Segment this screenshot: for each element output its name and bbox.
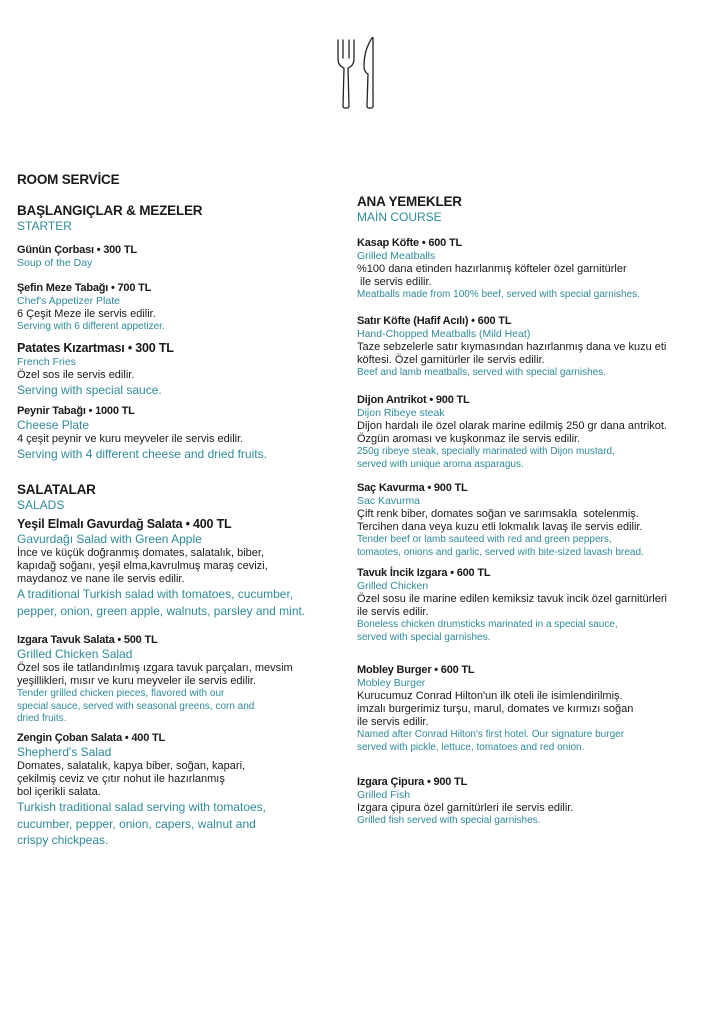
item-name: Saç Kavurma • 900 TL bbox=[357, 482, 468, 494]
item-name: Şefin Meze Tabağı • 700 TL bbox=[17, 282, 152, 294]
menu-item bbox=[357, 775, 573, 828]
item-english-name: Sac Kavurma bbox=[357, 495, 421, 507]
item-name: Patates Kızartması • 300 TL bbox=[17, 341, 174, 355]
item-name: Zengin Çoban Salata • 400 TL bbox=[17, 732, 166, 744]
menu-item bbox=[357, 236, 640, 302]
starters-header bbox=[17, 202, 202, 234]
item-description-tr: Özel sosu ile marine edilen kemiksiz tavuk incik özel garnitürleri ile servis edilir. bbox=[357, 593, 667, 618]
item-english-name: Dijon Ribeye steak bbox=[357, 407, 445, 419]
section-subtitle: SALADS bbox=[17, 498, 65, 512]
item-name: Günün Çorbası • 300 TL bbox=[17, 244, 137, 256]
item-description-en: Boneless chicken drumsticks marinated in a special sauce, served with special garnishes. bbox=[357, 619, 618, 643]
menu-item bbox=[17, 243, 137, 270]
menu-item bbox=[357, 393, 667, 471]
menu-item bbox=[357, 314, 666, 380]
item-name: Yeşil Elmalı Gavurdağ Salata • 400 TL bbox=[17, 517, 232, 531]
item-description-tr: Kurucumuz Conrad Hilton'un ilk oteli ile isimlendirilmiş. imzalı burgerimiz turşu, marul, domates ve kırmızı soğan ile servis edilir. bbox=[357, 690, 634, 728]
item-description-en: Serving with special sauce. bbox=[17, 383, 162, 397]
item-english-name: Hand-Chopped Meatballs (Mild Heat) bbox=[357, 328, 531, 340]
item-english-name: Gavurdağı Salad with Green Apple bbox=[17, 532, 202, 546]
menu-item bbox=[17, 340, 174, 399]
item-english-name: Cheese Plate bbox=[17, 418, 90, 432]
menu-item bbox=[357, 481, 644, 559]
item-description-tr: Özel sos ile tatlandırılmış ızgara tavuk parçaları, mevsim yeşillikleri, mısır ve kuru meyveler ile servis edilir. bbox=[17, 662, 293, 687]
item-name: Dijon Antrikot • 900 TL bbox=[357, 394, 470, 406]
item-english-name: Grilled Meatballs bbox=[357, 250, 436, 262]
item-description-tr: %100 dana etinden hazırlanmış köfteler özel garnitürler ile servis edilir. bbox=[357, 263, 627, 288]
section-subtitle: STARTER bbox=[17, 219, 72, 233]
page-title: ROOM SERVİCE bbox=[17, 172, 120, 187]
item-name: Izgara Tavuk Salata • 500 TL bbox=[17, 634, 158, 646]
item-english-name: Grilled Fish bbox=[357, 789, 411, 801]
menu-item bbox=[17, 281, 165, 334]
item-description-en: Tender beef or lamb sauteed with red and green peppers, tomaotes, onions and garlic, served with bite-sized lavash bread. bbox=[357, 534, 644, 558]
menu-item bbox=[357, 566, 667, 644]
item-english-name: Chef's Appetizer Plate bbox=[17, 295, 120, 307]
item-name: Satır Köfte (Hafif Acılı) • 600 TL bbox=[357, 315, 512, 327]
item-name: Izgara Çipura • 900 TL bbox=[357, 776, 468, 788]
menu-item bbox=[357, 663, 633, 754]
item-description-tr: İnce ve küçük doğranmış domates, salatalık, biber, kapıdağ soğanı, yeşil elma,kavrulmuş maraş cevizi, maydanoz ve nane ile servis edilir. bbox=[17, 547, 268, 585]
mains-header bbox=[357, 193, 462, 225]
item-english-name: French Fries bbox=[17, 356, 76, 368]
item-description-en: Serving with 4 different cheese and dried fruits. bbox=[17, 447, 267, 461]
item-english-name: Shepherd's Salad bbox=[17, 745, 112, 759]
fork-knife-icon bbox=[336, 36, 380, 110]
item-description-en: 250g ribeye steak, specially marinated with Dijon mustard, served with unique aroma asparagus. bbox=[357, 446, 615, 470]
item-description-tr: Domates, salatalık, kapya biber, soğan, kapari, çekilmiş ceviz ve çıtır nohut ile hazırlanmış bol içerikli salata. bbox=[17, 760, 246, 798]
item-english-name: Grilled Chicken Salad bbox=[17, 647, 133, 661]
item-description-en: Meatballs made from 100% beef, served with special garnishes. bbox=[357, 289, 640, 300]
item-description-tr: Izgara çipura özel garnitürleri ile servis edilir. bbox=[357, 802, 574, 814]
item-description-en: Serving with 6 different appetizer. bbox=[17, 321, 165, 332]
item-description-tr: 4 çeşit peynir ve kuru meyveler ile servis edilir. bbox=[17, 433, 244, 445]
item-description-en: Named after Conrad Hilton's first hotel. Our signature burger served with pickle, lettuce, tomatoes and red onion. bbox=[357, 729, 625, 753]
item-name: Peynir Tabağı • 1000 TL bbox=[17, 405, 135, 417]
menu-item bbox=[17, 731, 266, 849]
item-description-en: Tender grilled chicken pieces, flavored with our special sauce, served with seasonal greens, corn and dried fruits. bbox=[17, 688, 255, 724]
item-name: Mobley Burger • 600 TL bbox=[357, 664, 475, 676]
item-description-tr: 6 Çeşit Meze ile servis edilir. bbox=[17, 308, 156, 320]
menu-item bbox=[17, 516, 305, 619]
item-description-en: A traditional Turkish salad with tomatoes, cucumber, pepper, onion, green apple, walnuts, parsley and mint. bbox=[17, 587, 306, 618]
menu-item bbox=[17, 404, 267, 463]
section-title: SALATALAR bbox=[17, 482, 96, 497]
salads-header bbox=[17, 481, 96, 513]
item-description-en: Grilled fish served with special garnishes. bbox=[357, 815, 541, 826]
item-description-tr: Çift renk biber, domates soğan ve sarımsakla sotelenmiş. Tercihen dana veya kuzu etli lokmalık lavaş ile servis edilir. bbox=[357, 508, 643, 533]
section-subtitle: MAİN COURSE bbox=[357, 210, 442, 224]
item-description-tr: Taze sebzelerle satır kıymasından hazırlanmış dana ve kuzu eti köftesi. Özel garnitürler ile servis edilir. bbox=[357, 341, 667, 366]
section-title: BAŞLANGIÇLAR & MEZELER bbox=[17, 203, 203, 218]
item-english-name: Grilled Chicken bbox=[357, 580, 429, 592]
item-description-tr: Özel sos ile servis edilir. bbox=[17, 369, 135, 381]
item-name: Kasap Köfte • 600 TL bbox=[357, 237, 462, 249]
item-english-name: Soup of the Day bbox=[17, 257, 93, 269]
menu-item bbox=[17, 633, 293, 726]
item-description-tr: Dijon hardalı ile özel olarak marine edilmiş 250 gr dana antrikot. Özgün aroması ve kuşkonmaz ile servis edilir. bbox=[357, 420, 667, 445]
item-english-name: Mobley Burger bbox=[357, 677, 426, 689]
item-description-en: Beef and lamb meatballs, served with special garnishes. bbox=[357, 367, 607, 378]
item-name: Tavuk İncik Izgara • 600 TL bbox=[357, 567, 491, 579]
item-description-en: Turkish traditional salad serving with tomatoes, cucumber, pepper, onion, capers, walnut and crispy chickpeas. bbox=[17, 800, 266, 847]
section-title: ANA YEMEKLER bbox=[357, 194, 462, 209]
